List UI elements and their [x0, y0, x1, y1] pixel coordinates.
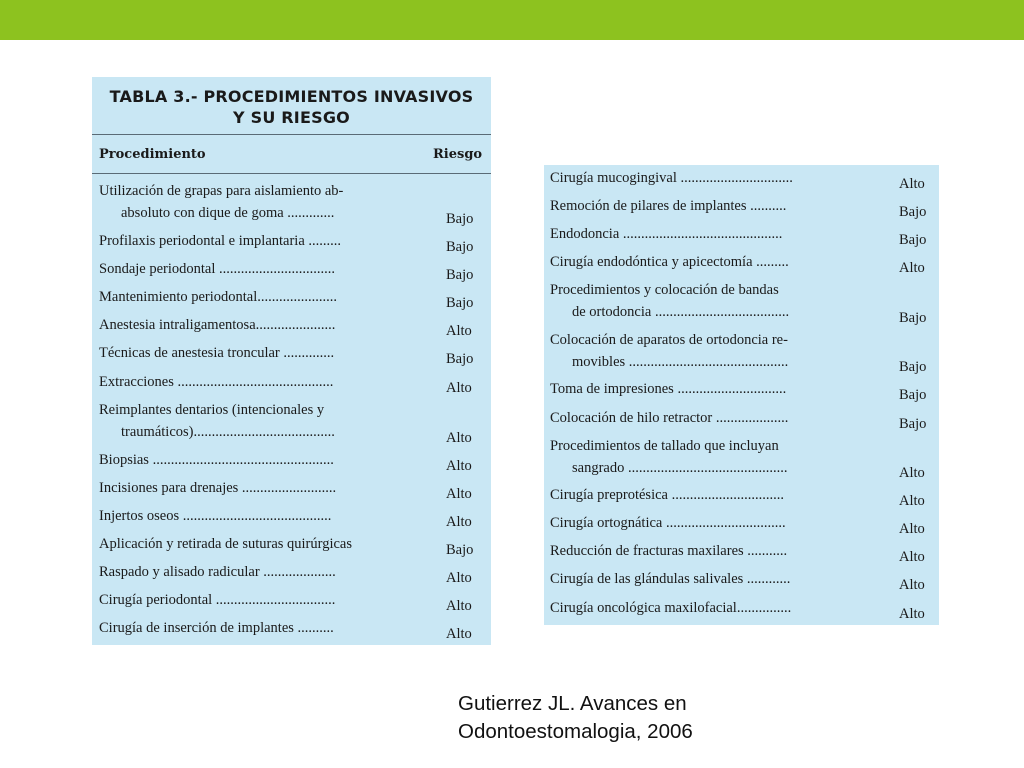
citation-line2: Odontoestomalogia, 2006 — [458, 720, 693, 743]
risk-cell: Alto — [899, 521, 925, 538]
column-header-procedure: Procedimiento — [99, 147, 206, 162]
risk-cell: Bajo — [446, 267, 474, 284]
procedure-cell — [99, 342, 334, 364]
procedure-text: Utilización de grapas para aislamiento ab- — [99, 183, 344, 199]
citation — [458, 690, 878, 746]
table-row — [544, 512, 939, 540]
risk-cell: Alto — [899, 493, 925, 510]
procedure-text: Cirugía de las glándulas salivales ............ — [550, 571, 791, 588]
procedure-text: Cirugía oncológica maxilofacial............... — [550, 599, 792, 616]
procedure-cell — [99, 617, 334, 639]
procedure-cell — [99, 449, 334, 471]
table-row — [92, 399, 491, 449]
risk-cell: Alto — [446, 429, 472, 446]
risk-cell: Alto — [446, 457, 472, 474]
procedure-cell — [550, 568, 790, 590]
procedure-cell — [550, 378, 786, 400]
citation-line1: Gutierrez JL. Avances en — [458, 692, 687, 715]
table-row — [544, 435, 939, 485]
procedure-text: Cirugía mucogingival ............................... — [550, 170, 793, 186]
top-accent-bar — [0, 0, 1024, 40]
risk-cell: Bajo — [899, 359, 927, 376]
table-row — [92, 314, 491, 342]
risk-cell: Bajo — [899, 204, 927, 221]
table-row — [544, 540, 939, 568]
risk-cell: Alto — [446, 323, 472, 340]
risk-cell: Bajo — [446, 541, 474, 558]
risk-cell: Alto — [899, 260, 925, 277]
procedure-text: Sondaje periodontal ................................ — [99, 261, 336, 278]
procedure-cell — [550, 251, 789, 273]
table-row — [92, 449, 491, 477]
procedure-text: Cirugía endodóntica y apicectomía ......... — [550, 254, 789, 271]
risk-cell: Alto — [446, 485, 472, 502]
table-row — [92, 258, 491, 286]
procedure-cell — [550, 195, 786, 217]
title-rule — [92, 134, 491, 135]
procedure-cell — [99, 477, 336, 499]
procedure-cell — [99, 314, 335, 336]
table-row — [92, 617, 491, 645]
table-row — [544, 195, 939, 223]
procedure-text: Remoción de pilares de implantes .......... — [550, 198, 787, 215]
procedure-text: Cirugía de inserción de implantes .......... — [99, 620, 334, 637]
table-row — [92, 180, 491, 230]
table-title-line1: TABLA 3.- PROCEDIMIENTOS INVASIVOS — [109, 87, 474, 106]
procedure-text: Cirugía preprotésica ............................... — [550, 487, 784, 504]
risk-cell: Bajo — [899, 232, 927, 249]
procedure-cell — [550, 279, 789, 323]
table-row — [92, 477, 491, 505]
risk-cell: Alto — [899, 465, 925, 482]
procedure-text: Cirugía periodontal ................................. — [99, 592, 336, 609]
procedure-cell — [550, 512, 786, 534]
table-row — [544, 484, 939, 512]
table-row — [544, 223, 939, 251]
risk-cell: Bajo — [446, 295, 474, 312]
column-header-risk: Riesgo — [433, 147, 483, 162]
procedure-text-continued: sangrado ............................................ — [572, 459, 788, 476]
procedure-text: Colocación de hilo retractor .................... — [550, 409, 789, 426]
table-row — [544, 279, 939, 329]
procedure-text: Injertos oseos ......................................... — [99, 507, 332, 524]
procedure-cell — [99, 533, 352, 555]
table-row — [544, 251, 939, 279]
risk-cell: Alto — [446, 570, 472, 587]
risk-cell: Alto — [899, 176, 925, 193]
procedure-cell — [99, 286, 337, 308]
procedure-cell — [99, 399, 335, 443]
procedure-text: Endodoncia ............................................ — [550, 226, 783, 243]
risk-cell: Alto — [446, 598, 472, 615]
procedure-text-continued: absoluto con dique de goma ............. — [121, 205, 335, 221]
risk-cell: Alto — [446, 626, 472, 643]
procedure-cell — [99, 589, 335, 611]
header-rule — [92, 173, 491, 174]
procedure-text: Anestesia intraligamentosa...................... — [99, 317, 336, 334]
risk-cell: Bajo — [899, 415, 927, 432]
procedure-text: Cirugía ortognática ................................. — [550, 515, 786, 532]
procedure-text: Colocación de aparatos de ortodoncia re- — [550, 331, 788, 348]
table-row — [544, 407, 939, 435]
procedure-cell — [550, 167, 793, 189]
procedure-text-continued: movibles ............................................ — [572, 353, 789, 370]
procedure-cell — [550, 484, 784, 506]
procedure-cell — [550, 223, 782, 245]
table-row — [92, 533, 491, 561]
procedure-text: Profilaxis periodontal e implantaria ......... — [99, 233, 342, 249]
table-row — [544, 568, 939, 596]
procedure-cell — [99, 505, 331, 527]
table-row — [92, 589, 491, 617]
risk-cell: Alto — [899, 577, 925, 594]
procedure-text: Procedimientos de tallado que incluyan — [550, 437, 779, 454]
procedure-text: Técnicas de anestesia troncular .............. — [99, 345, 335, 362]
risk-cell: Bajo — [899, 309, 927, 326]
table-row — [92, 371, 491, 399]
procedure-cell — [550, 597, 791, 619]
risk-cell: Bajo — [446, 351, 474, 368]
procedure-text: Reducción de fracturas maxilares ........... — [550, 543, 788, 560]
table-row — [544, 329, 939, 379]
table-row — [544, 378, 939, 406]
table-row — [544, 167, 939, 195]
procedure-text: Toma de impresiones .............................. — [550, 381, 787, 398]
procedure-text: Aplicación y retirada de suturas quirúrgicas — [99, 535, 352, 552]
risk-cell: Alto — [899, 605, 925, 622]
procedure-cell — [99, 561, 336, 583]
risk-cell: Bajo — [446, 211, 474, 227]
procedure-cell — [99, 180, 343, 224]
procedure-text-continued: traumáticos)....................................... — [121, 423, 335, 440]
procedure-text: Mantenimiento periodontal...................... — [99, 289, 338, 306]
risk-cell: Bajo — [446, 239, 474, 256]
table-right-panel — [544, 165, 939, 625]
table-row — [92, 286, 491, 314]
risk-cell: Alto — [446, 379, 472, 396]
table-row — [92, 505, 491, 533]
risk-cell: Alto — [899, 549, 925, 566]
procedure-text: Raspado y alisado radicular .................... — [99, 564, 336, 580]
procedure-cell — [99, 230, 341, 252]
procedure-cell — [99, 371, 333, 393]
table-row — [92, 561, 491, 589]
table-title-line2: Y SU RIESGO — [233, 108, 350, 127]
procedure-cell — [550, 407, 788, 429]
procedure-text: Reimplantes dentarios (intencionales y — [99, 401, 325, 418]
procedure-text-continued: de ortodoncia ..................................... — [572, 304, 790, 321]
procedure-cell — [550, 329, 788, 373]
table-row — [92, 342, 491, 370]
procedure-cell — [550, 435, 787, 479]
procedure-cell — [550, 540, 787, 562]
procedure-text: Biopsias .................................................. — [99, 451, 334, 468]
procedure-text: Procedimientos y colocación de bandas — [550, 282, 779, 299]
risk-cell: Bajo — [899, 387, 927, 404]
table-row — [92, 230, 491, 258]
table-row — [544, 597, 939, 625]
procedure-cell — [99, 258, 335, 280]
procedure-text: Incisiones para drenajes .......................... — [99, 479, 337, 496]
risk-cell: Alto — [446, 513, 472, 530]
table-left-panel — [92, 77, 491, 645]
procedure-text: Extracciones ........................................... — [99, 373, 334, 390]
